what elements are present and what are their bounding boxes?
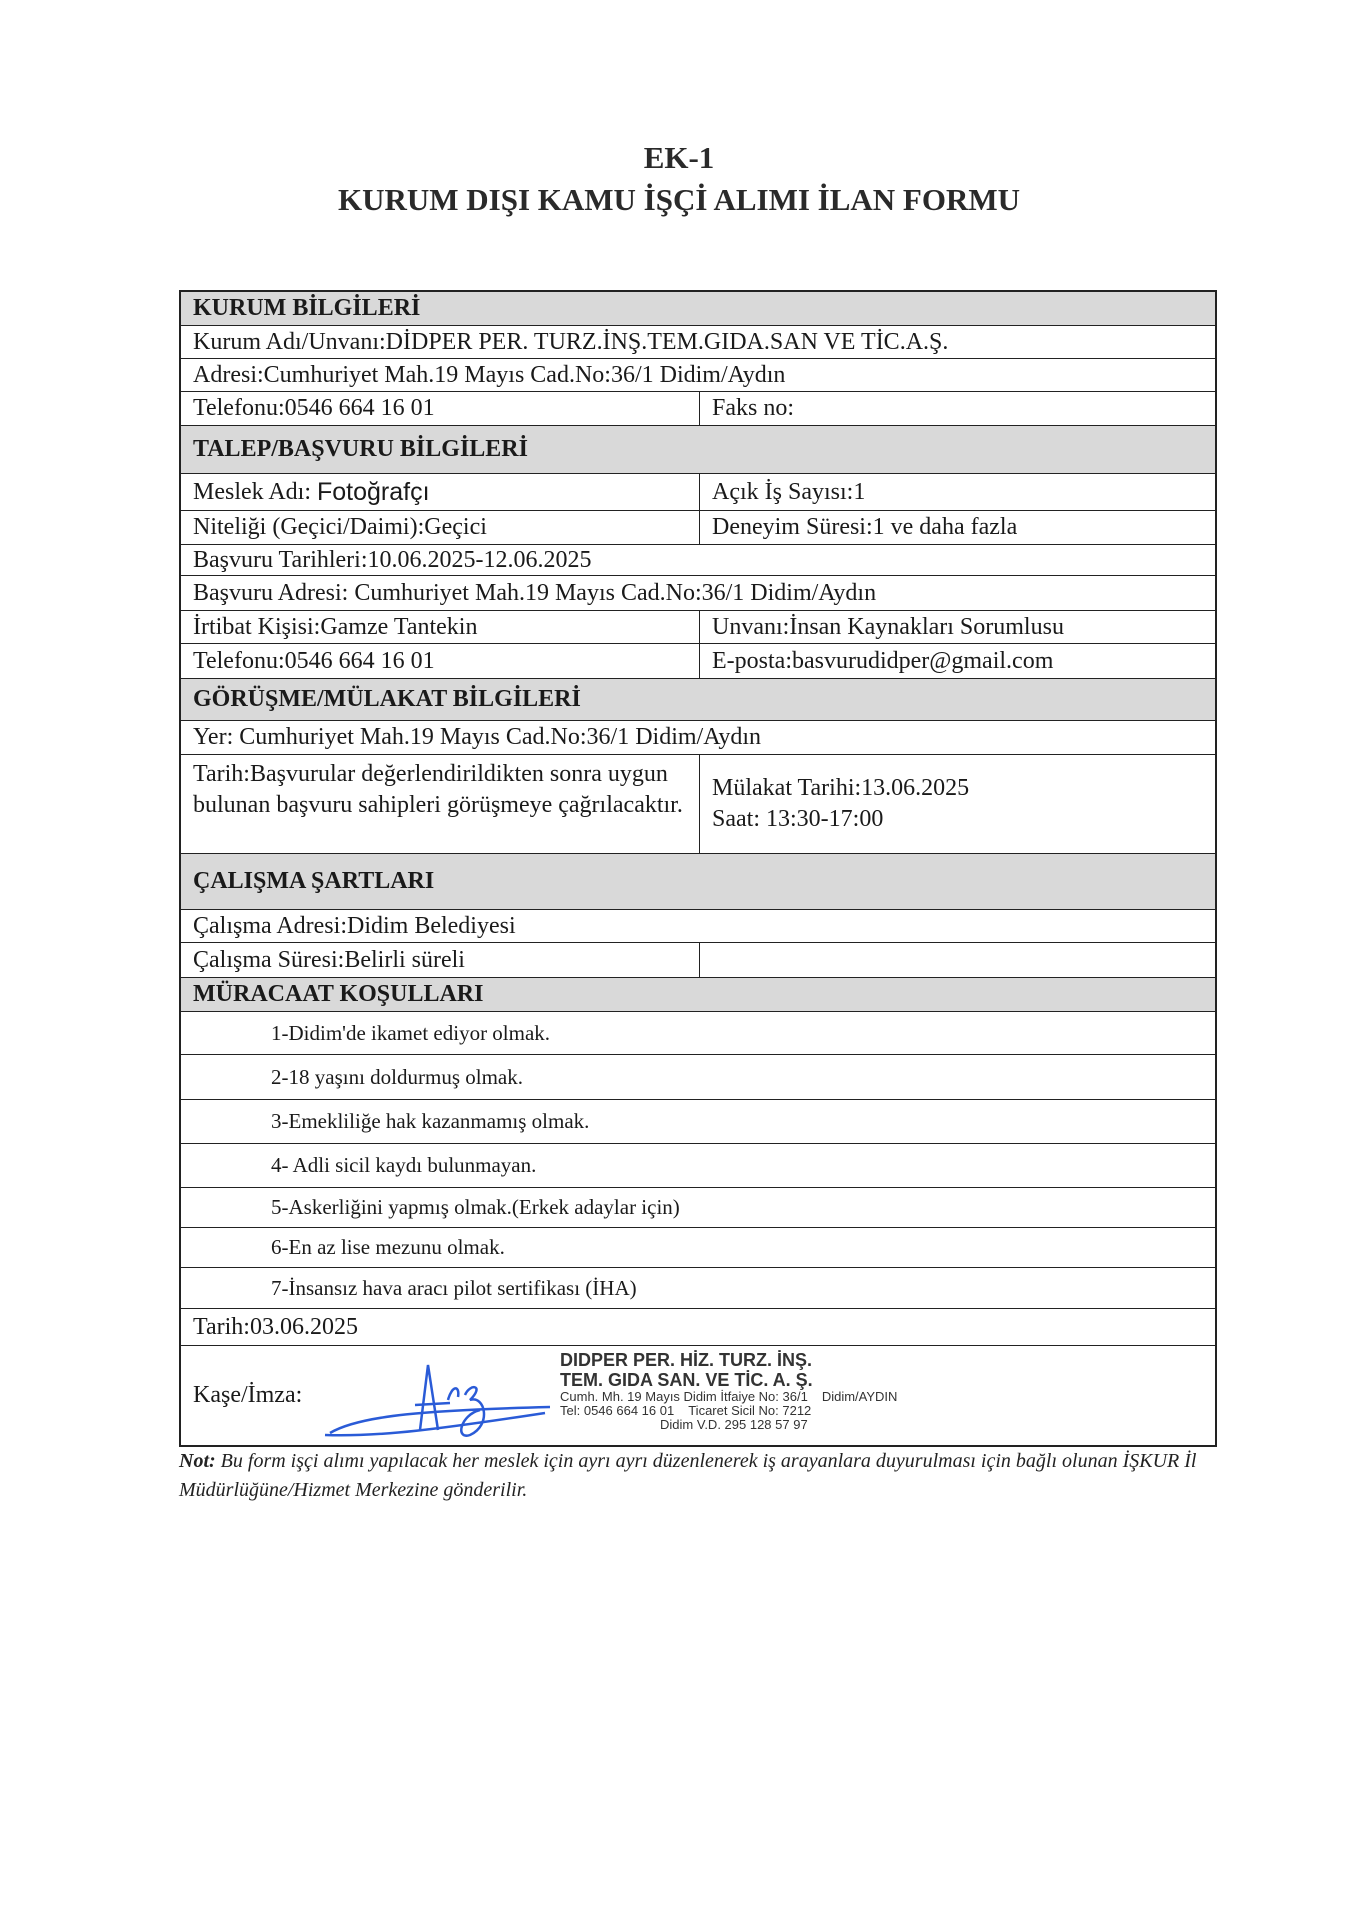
section-title: GÖRÜŞME/MÜLAKAT BİLGİLERİ <box>193 686 581 712</box>
section-gorusme <box>181 679 1215 721</box>
calisma-adresi: Çalışma Adresi:Didim Belediyesi <box>193 912 516 939</box>
meslek-label: Meslek Adı: <box>193 478 311 505</box>
empty-cell <box>700 943 1215 977</box>
mulakat-tarihi: Mülakat Tarihi:13.06.2025 <box>712 775 970 801</box>
e-posta: E-posta:basvurudidper@gmail.com <box>712 647 1054 674</box>
note-text: Bu form işçi alımı yapılacak her meslek için ayrı ayrı düzenlenerek iş arayanlara duyurulması için bağlı olunan İŞKUR İl Müdürlüğüne/Hizmet Merkezine gönderilir. <box>179 1450 1197 1501</box>
kurum-adres: Adresi:Cumhuriyet Mah.19 Mayıs Cad.No:36/1 Didim/Aydın <box>193 361 786 388</box>
section-kurum <box>181 292 1215 326</box>
form-code: EK-1 <box>643 140 715 175</box>
kurum-adi: Kurum Adı/Unvanı:DİDPER PER. TURZ.İNŞ.TEM.GIDA.SAN VE TİC.A.Ş. <box>193 328 949 355</box>
condition-item: 7-İnsansız hava aracı pilot sertifikası (İHA) <box>271 1275 637 1300</box>
condition-item: 3-Emekliliğe hak kazanmamış olmak. <box>271 1109 590 1133</box>
section-talep <box>181 426 1215 474</box>
condition-item: 6-En az lise mezunu olmak. <box>271 1235 505 1259</box>
kurum-faks: Faks no: <box>712 395 795 421</box>
condition-item: 4- Adli sicil kaydı bulunmayan. <box>271 1153 537 1177</box>
basvuru-tarihleri: Başvuru Tarihleri:10.06.2025-12.06.2025 <box>193 546 592 573</box>
stamp-line: TEM. GIDA SAN. VE TİC. A. Ş. <box>560 1370 813 1390</box>
section-title: ÇALIŞMA ŞARTLARI <box>193 868 435 894</box>
section-title: TALEP/BAŞVURU BİLGİLERİ <box>193 436 528 462</box>
form-title: KURUM DIŞI KAMU İŞÇİ ALIMI İLAN FORMU <box>337 182 1021 217</box>
acik-is-sayisi: Açık İş Sayısı:1 <box>712 478 866 505</box>
section-calisma <box>181 854 1215 910</box>
stamp-line: Ticaret Sicil No: 7212 <box>688 1403 812 1418</box>
section-title: MÜRACAAT KOŞULLARI <box>193 981 484 1007</box>
irtibat-kisisi: İrtibat Kişisi:Gamze Tantekin <box>181 611 700 643</box>
signature <box>320 1355 560 1445</box>
kase-imza-label: Kaşe/İmza: <box>193 1382 303 1408</box>
niteligi: Niteliği (Geçici/Daimi):Geçici <box>181 511 700 544</box>
gorusme-yer: Yer: Cumhuriyet Mah.19 Mayıs Cad.No:36/1 Didim/Aydın <box>193 724 762 750</box>
form-table <box>179 290 1217 1447</box>
basvuru-adresi: Başvuru Adresi: Cumhuriyet Mah.19 Mayıs Cad.No:36/1 Didim/Aydın <box>193 579 877 606</box>
condition-item: 2-18 yaşını doldurmuş olmak. <box>271 1064 523 1089</box>
footnote <box>179 1447 1229 1505</box>
stamp-line: Tel: 0546 664 16 01 <box>560 1403 675 1418</box>
section-title: KURUM BİLGİLERİ <box>193 295 421 321</box>
note-label: Not: <box>179 1450 216 1472</box>
company-stamp <box>560 1350 980 1432</box>
unvan: Unvanı:İnsan Kaynakları Sorumlusu <box>712 613 1064 640</box>
stamp-line: Cumh. Mh. 19 Mayıs Didim İtfaiye No: 36/1 <box>560 1389 808 1404</box>
section-muracaat <box>181 978 1215 1012</box>
talep-telefon: Telefonu:0546 664 16 01 <box>181 644 700 678</box>
kurum-telefon: Telefonu:0546 664 16 01 <box>181 392 700 425</box>
stamp-line: Didim V.D. 295 128 57 97 <box>660 1417 808 1432</box>
stamp-line: Didim/AYDIN <box>821 1389 898 1404</box>
calisma-suresi: Çalışma Süresi:Belirli süreli <box>181 943 700 977</box>
meslek-adi <box>181 474 700 510</box>
condition-item: 5-Askerliğini yapmış olmak.(Erkek adaylar için) <box>271 1195 680 1219</box>
stamp-line: DIDPER PER. HİZ. TURZ. İNŞ. <box>560 1350 813 1370</box>
mulakat-saat: Saat: 13:30-17:00 <box>712 806 884 832</box>
condition-item: 1-Didim'de ikamet ediyor olmak. <box>271 1020 551 1045</box>
gorusme-tarih: Tarih:Başvurular değerlendirildikten sonra uygun bulunan başvuru sahipleri görüşmeye çağrılacaktır. <box>181 755 700 853</box>
deneyim-suresi: Deneyim Süresi:1 ve daha fazla <box>712 514 1018 540</box>
meslek-value: Fotoğrafçı <box>317 477 430 506</box>
form-tarih: Tarih:03.06.2025 <box>193 1313 358 1340</box>
